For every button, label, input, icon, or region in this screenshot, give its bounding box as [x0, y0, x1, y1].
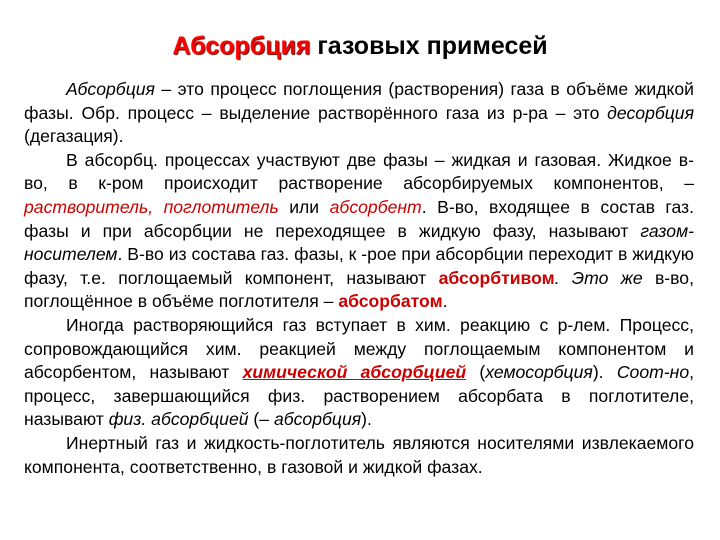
- text-run: Инертный газ и жидкость-поглотитель являются носителями извлекаемого компонента, соответственно, в газовой и жидкой фазах.: [24, 432, 694, 477]
- text-run: В абсорбц. процессах участвуют две фазы – жидкая и газовая. Жидкое в-во, в к-ром происходит растворение абсорбируемых компонентов, –: [24, 149, 694, 194]
- text-run: . Это же: [554, 267, 643, 288]
- text-run: ).: [361, 409, 372, 430]
- text-run: (дегазация).: [24, 126, 124, 147]
- text-run: в-во, поглощённое в объёме поглотителя –: [24, 267, 694, 312]
- text-run: (–: [248, 409, 274, 430]
- term-absorbent: абсорбент: [329, 196, 422, 217]
- term-solvent: растворитель, поглотитель: [24, 196, 279, 217]
- text-run: Соот-но: [616, 362, 690, 383]
- text-run: Иногда растворяющийся газ вступает в хим. реакцию с р-лем. Процесс, сопровождающийся хим. реакцией между поглощаемым компонентом и абсорбентом, называют: [24, 314, 694, 383]
- paragraph-definition: [24, 78, 694, 149]
- term-chemical-absorption: химической абсорбцией: [242, 362, 467, 383]
- term-carrier-gas: газом-носителем: [24, 220, 694, 265]
- paragraph-chemisorption: [24, 314, 694, 432]
- text-run: абсорбция: [273, 409, 362, 430]
- paragraph-phases: [24, 149, 694, 314]
- term-absorbate: абсорбатом: [338, 291, 443, 312]
- text-run: . В-во из состава газ. фазы, к -рое при абсорбции переходит в жидкую фазу, т.е. поглощаемый компонент, называют: [24, 244, 694, 288]
- term-chemisorption: хемосорбция: [485, 362, 593, 383]
- term-absorbtive: абсорбтивом: [438, 267, 555, 288]
- term-desorption: десорбция: [607, 102, 694, 123]
- slide-title: [0, 30, 720, 62]
- text-run: или: [278, 196, 330, 217]
- body-text: [24, 78, 694, 479]
- text-run: – это процесс поглощения (растворения) газа в объёме жидкой фазы. Обр. процесс – выделение растворённого газа из р-ра – это: [24, 79, 694, 123]
- term-absorption: Абсорбция: [66, 79, 155, 99]
- paragraph-inert-gas: [24, 432, 694, 479]
- title-keyword: Абсорбция: [172, 32, 311, 60]
- text-run: .: [442, 291, 448, 312]
- title-rest: газовых примесей: [310, 32, 548, 60]
- text-run: . В-во, входящее в состав газ. фазы и при абсорбции не переходящее в жидкую фазу, называют: [24, 196, 694, 241]
- term-physical-absorption: физ. абсорбцией: [108, 409, 249, 430]
- text-run: (: [466, 362, 486, 383]
- text-run: ).: [592, 362, 617, 383]
- text-run: , процесс, завершающийся физ. растворением абсорбата в поглотителе, называют: [24, 362, 694, 430]
